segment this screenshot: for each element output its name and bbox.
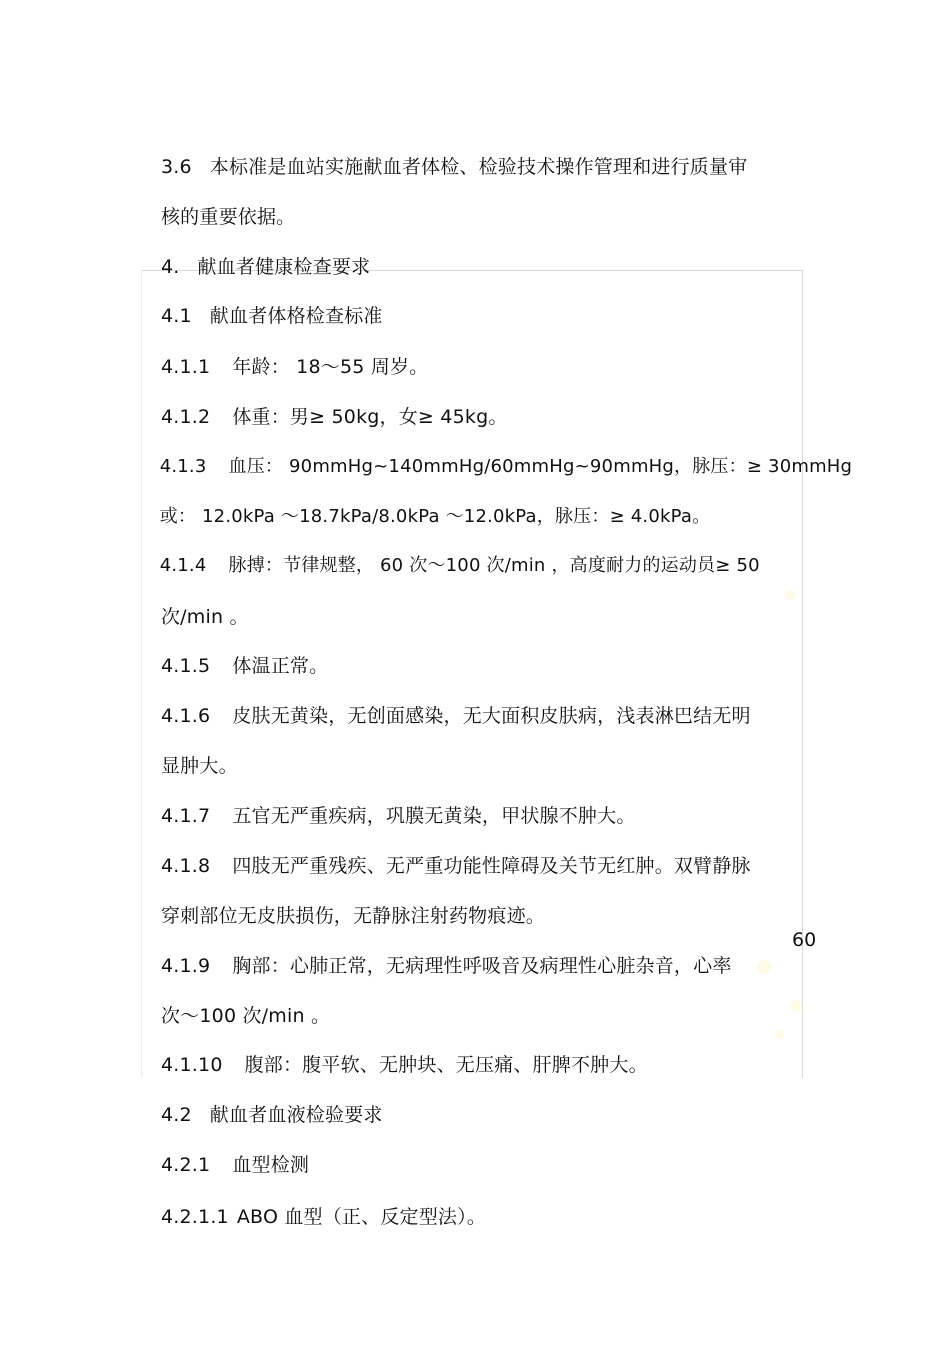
section-text: 四肢无严重残疾、无严重功能性障碍及关节无红肿。双臂静脉 [232, 855, 751, 877]
section-text: 次/min 。 [160, 606, 249, 628]
section-number: 4.2 [160, 1104, 192, 1126]
section-text: 脉搏：节律规整， 60 次～100 次/min ，高度耐力的运动员≥ 50 [228, 555, 760, 576]
section-number: 4.1.7 [160, 805, 211, 827]
section-number: 4.1.10 [160, 1054, 223, 1076]
background-spot [790, 1000, 802, 1012]
background-spot [785, 590, 795, 600]
item-4-2-1-1 [136, 1178, 486, 1256]
section-text: 献血者健康检查要求 [197, 256, 371, 278]
section-number: 4.1.4 [159, 555, 207, 576]
section-number: 4.1.1 [160, 356, 211, 378]
section-text: 血型检测 [232, 1154, 310, 1176]
section-number: 4.1 [160, 305, 192, 327]
section-text: 本标准是血站实施献血者体检、检验技术操作管理和进行质量审 [209, 156, 748, 178]
section-number: 4.2.1 [160, 1154, 211, 1176]
section-text: 核的重要依据。 [160, 206, 296, 228]
section-text: 五官无严重疾病，巩膜无黄染，甲状腺不肿大。 [232, 805, 636, 827]
section-text: 皮肤无黄染，无创面感染，无大面积皮肤病，浅表淋巴结无明 [232, 705, 751, 727]
section-text: 体温正常。 [232, 655, 329, 677]
section-text: 次～100 次/min 。 [160, 1005, 331, 1027]
background-spot [757, 960, 771, 974]
section-number: 4.2.1.1 [160, 1206, 229, 1228]
section-number: 4.1.9 [160, 955, 211, 977]
section-text: 年龄： 18～55 周岁。 [232, 356, 429, 378]
section-text: 或： 12.0kPa ～18.7kPa/8.0kPa ～12.0kPa，脉压：≥ 4.0kPa。 [159, 506, 711, 527]
section-text: 献血者体格检查标准 [209, 305, 383, 327]
heart-rate-number: 60 [792, 929, 817, 951]
section-text: ABO 血型（正、反定型法）。 [236, 1206, 487, 1228]
section-number: 4.1.6 [160, 705, 211, 727]
section-number: 4.1.2 [160, 406, 211, 428]
section-text: 体重：男≥ 50kg，女≥ 45kg。 [232, 406, 508, 428]
section-text: 胸部：心肺正常，无病理性呼吸音及病理性心脏杂音，心率 [232, 955, 732, 977]
section-text: 献血者血液检验要求 [209, 1104, 383, 1126]
section-text: 显肿大。 [160, 755, 238, 777]
section-number: 4.1.5 [160, 655, 211, 677]
section-number: 4. [160, 256, 180, 278]
section-text: 腹部：腹平软、无肿块、无压痛、肝脾不肿大。 [244, 1054, 648, 1076]
section-number: 4.1.8 [160, 855, 211, 877]
section-text: 血压： 90mmHg~140mmHg/60mmHg~90mmHg，脉压：≥ 30mmHg [228, 456, 853, 477]
background-spot [775, 1030, 784, 1039]
section-number: 4.1.3 [159, 456, 207, 477]
section-number: 3.6 [160, 156, 192, 178]
section-text: 穿刺部位无皮肤损伤，无静脉注射药物痕迹。 [160, 905, 545, 927]
